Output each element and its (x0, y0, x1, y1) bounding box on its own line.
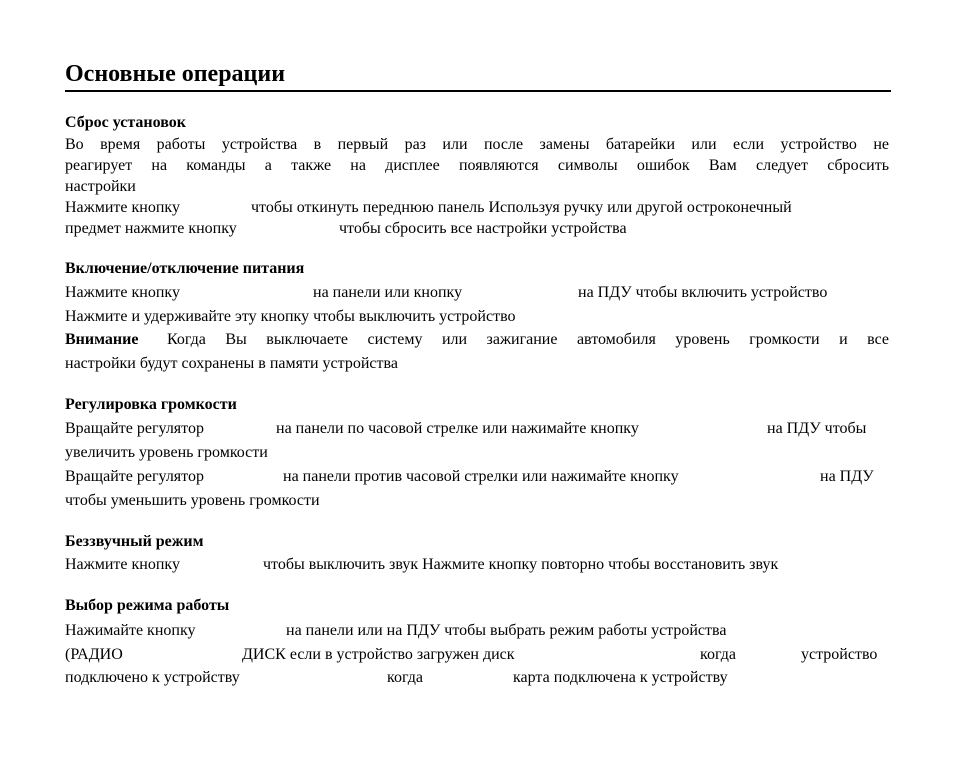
paragraph-line: настройки будут сохранены в памяти устройства (65, 355, 398, 372)
text-segment: устройство (801, 646, 878, 663)
paragraph-line: Во время работы устройства в первый раз или после замены батарейки или если устройство не (65, 136, 889, 153)
text-segment: Нажмите кнопку (65, 199, 180, 216)
paragraph-line: Нажмите и удерживайте эту кнопку чтобы выключить устройство (65, 308, 516, 325)
paragraph-line: реагирует на команды а также на дисплее появляются символы ошибок Вам следует сбросить (65, 157, 889, 174)
text-segment: когда (387, 669, 423, 686)
text-segment: предмет нажмите кнопку (65, 220, 237, 237)
text-segment: Когда Вы выключаете систему или зажигание автомобиля уровень громкости и все (167, 331, 889, 348)
text-segment: Вращайте регулятор (65, 420, 204, 437)
section-heading-reset: Сброс установок (65, 114, 186, 131)
text-segment: на панели против часовой стрелки или нажимайте кнопку (283, 468, 679, 485)
section-heading-mute: Беззвучный режим (65, 533, 204, 550)
text-segment: на ПДУ (820, 468, 874, 485)
text-segment: Нажмите кнопку (65, 556, 180, 573)
text-segment: Вращайте регулятор (65, 468, 204, 485)
page-title: Основные операции (65, 61, 286, 87)
text-segment: чтобы откинуть переднюю панель Используя ручку или другой остроконечный (251, 199, 792, 216)
text-segment: на ПДУ чтобы включить устройство (578, 284, 828, 301)
text-segment: (РАДИО (65, 646, 123, 663)
section-heading-power: Включение/отключение питания (65, 260, 305, 277)
text-segment: Нажимайте кнопку (65, 622, 196, 639)
text-segment: чтобы выключить звук Нажмите кнопку повторно чтобы восстановить звук (263, 556, 779, 573)
text-segment: чтобы сбросить все настройки устройства (339, 220, 627, 237)
text-segment: на ПДУ чтобы (767, 420, 867, 437)
text-segment: подключено к устройству (65, 669, 240, 686)
text-segment: ДИСК если в устройство загружен диск (242, 646, 515, 663)
paragraph-line: чтобы уменьшить уровень громкости (65, 492, 320, 509)
paragraph-line: настройки (65, 178, 136, 195)
text-segment: на панели по часовой стрелке или нажимайте кнопку (276, 420, 639, 437)
text-segment: карта подключена к устройству (513, 669, 728, 686)
text-segment: на панели или на ПДУ чтобы выбрать режим работы устройства (286, 622, 727, 639)
text-segment: когда (700, 646, 736, 663)
paragraph-line: увеличить уровень громкости (65, 444, 268, 461)
section-heading-mode: Выбор режима работы (65, 597, 230, 614)
title-divider (65, 90, 891, 92)
text-segment: Нажмите кнопку (65, 284, 180, 301)
text-segment: на панели или кнопку (313, 284, 463, 301)
warning-label: Внимание (65, 331, 139, 348)
section-heading-volume: Регулировка громкости (65, 396, 237, 413)
